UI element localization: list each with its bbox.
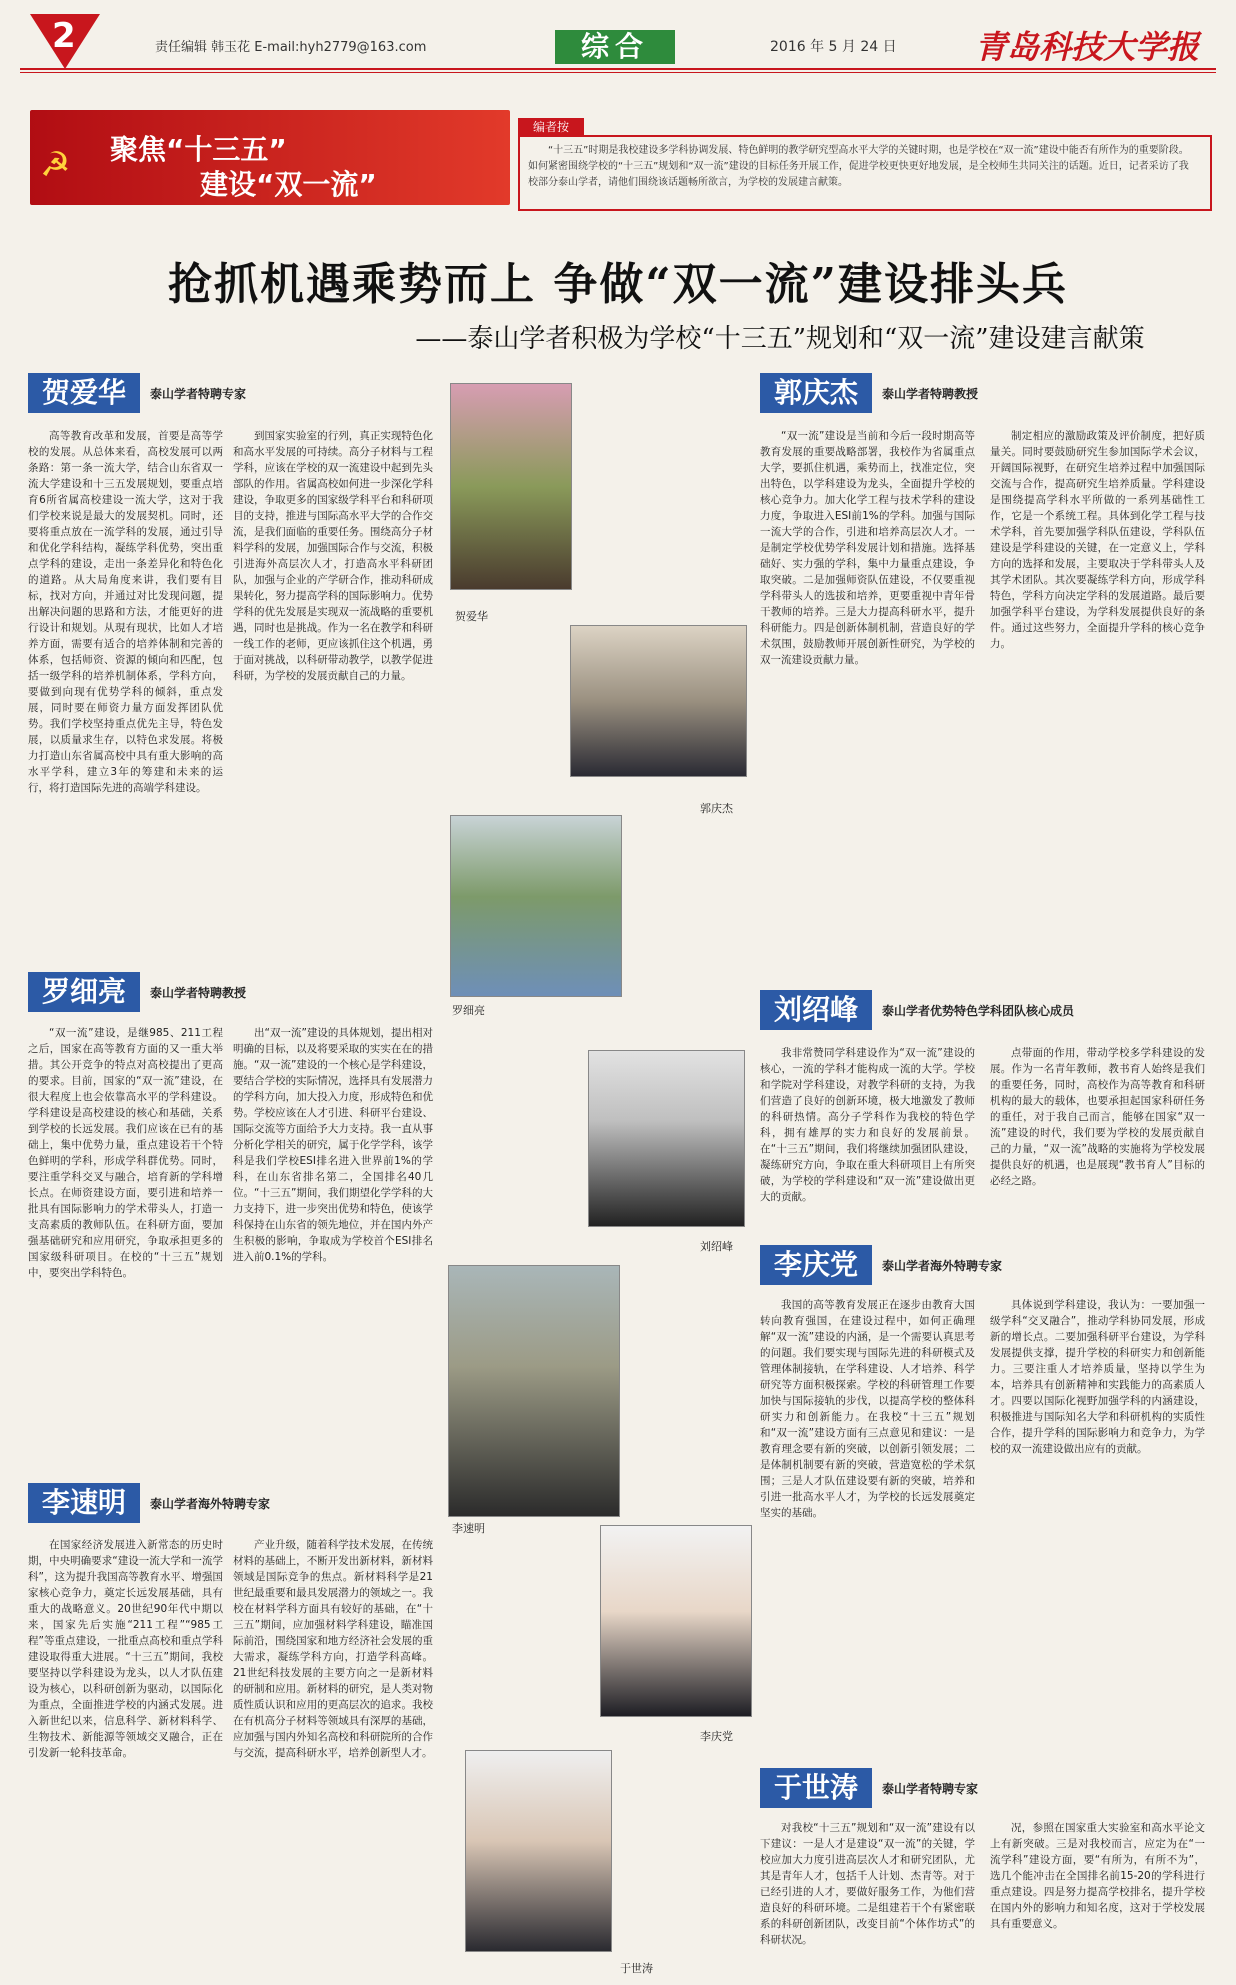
- person-role-he: 泰山学者特聘专家: [150, 387, 247, 401]
- photo-liu: [588, 1050, 745, 1227]
- photo-caption-guo: 郭庆杰: [700, 802, 733, 815]
- article-text-luo-2: 出“双一流”建设的具体规划，提出相对明确的目标，以及将要采取的实实在在的措施。“双一流”建设的一个核心是学科建设，要结合学校的实际情况，选择具有发展潜力的学科方向，加大投入力度，形成特色和优势。学校应该在人才引进、科研平台建设、国际交流等方面给予大力支持。我一直从事分析化学相关的研究，属于化学学科，该学科是我们学校ESI排名进入世界前1%的学科，在山东省排名第二，全国排名40几位。“十三五”期间，我们期望化学学科的大力支持下，进一步突出优势和特色，使该学科保持在山东省的领先地位，并在国内外产生积极的影响，争取成为学校首个ESI排名进入前0.1%的学科。: [233, 1027, 433, 1263]
- article-text-yu-2: 况，参照在国家重大实验室和高水平论文上有新突破。三是对我校而言，应定为在“一流学科”建设方面，要“有所为，有所不为”，选几个能冲击在全国排名前15-20的学科进行重点建设。四是努力提高学校排名，提升学校在国内外的影响力和知名度，这对于学校发展具有重要意义。: [990, 1822, 1205, 1930]
- photo-luo: [450, 815, 622, 997]
- person-role-luo: 泰山学者特聘教授: [150, 986, 247, 1000]
- person-name-yu: 于世涛: [760, 1768, 872, 1808]
- article-text-he-1: 高等教育改革和发展，首要是高等学校的发展。从总体来看，高校发展可以两条路：第一条一流大学，结合山东省双一流大学建设和十三五发展规划，要重点培育6所省属高校建设一流大学，这对于我们学校来说是最大的发展契机。同时，还要将重点放在一流学科的发展，通过引导和优化学科结构，凝练学科优势，突出重点学科的建设，走出一条差异化和特色化的道路。从大局角度来讲，我们要有目标，找对方向，并通过对比发现问题，提出解决问题的思路和方法，才能更好的进行设计和规划。从現有现状，比如人才培养方面，需要有适合的培养体制和完善的体系，包括师资、资源的倾向和匹配，包括一级学科的培养机制体系，学科方向，要做到向现有优势学科的倾斜，重点发展，同时要在师资力量方面发挥团队优势。我们学校坚持重点优先主导，特色发展，以质量求生存，以特色求发展。将极力打造山东省属高校中具有重大影响的高水平学科，建立3年的筹建和未来的运行，将打造国际先进的高端学科建设。: [28, 430, 223, 794]
- person-name-li-qd: 李庆党: [760, 1245, 872, 1285]
- person-role-li-sm: 泰山学者海外特聘专家: [150, 1497, 271, 1511]
- banner-line-2: 建设“双一流”: [200, 168, 377, 201]
- article-text-liu-2: 点带面的作用，带动学校多学科建设的发展。作为一名青年教师，教书育人始终是我们的重要任务，同时，高校作为高等教育和科研机构的最大的载体，也要承担起国家科研任务的重任，对于我自己而言，能够在国家“双一流”建设的时代，我们要为学校的发展贡献自己的力量，“双一流”战略的实施将为学校发展提供良好的机遇，也是展现“教书育人”目标的必经之路。: [990, 1047, 1205, 1187]
- photo-guo: [570, 625, 747, 777]
- photo-yu: [465, 1750, 612, 1952]
- article-subtitle: ——泰山学者积极为学校“十三五”规划和“双一流”建设建言献策: [415, 324, 1145, 354]
- page-number: 2: [52, 16, 76, 56]
- banner-line-1: 聚焦“十三五”: [110, 133, 287, 166]
- party-emblem-icon: ☭: [40, 145, 71, 185]
- article-text-li-qd-2: 具体说到学科建设，我认为：一要加强一级学科“交叉融合”，推动学科协同发展，形成新的增长点。二要加强科研平台建设，为学科发展提供支撑，提升学校的科研实力和创新能力。三要注重人才培养质量，坚持以学生为本，培养具有创新精神和实践能力的高素质人才。四要以国际化视野加强学科的内涵建设，积极推进与国际知名大学和科研机构的实质性合作，提升学科的国际影响力和竞争力，为学校的双一流建设做出应有的贡献。: [990, 1299, 1205, 1455]
- person-name-li-sm: 李速明: [28, 1483, 140, 1523]
- article-text-li-sm-2: 产业升级，随着科学技术发展，在传统材料的基础上，不断开发出新材料，新材料领域是国际竞争的焦点。新材料科学是21世纪最重要和最具发展潜力的领域之一。我校在材料学科方面具有较好的基础，在“十三五”期间，应加强材料学科建设，瞄准国际前沿，围绕国家和地方经济社会发展的重大需求，凝练学科方向，打造学科高峰。21世纪科技发展的主要方向之一是新材料的研制和应用。新材料的研究，是人类对物质性质认识和应用的更高层次的追求。我校在有机高分子材料等领域具有深厚的基础，应加强与国内外知名高校和科研院所的合作与交流，提高科研水平，培养创新型人才。: [233, 1539, 433, 1759]
- photo-li-sm: [448, 1265, 620, 1517]
- person-name-luo: 罗细亮: [28, 972, 140, 1012]
- article-text-luo-1: “双一流”建设，是继985、211工程之后，国家在高等教育方面的又一重大举措。其公开竞争的特点对高校提出了更高的要求。目前，国家的“双一流”建设，在很大程度上也会依靠高水平的学科建设。学科建设是高校建设的核心和基础，关系到学校的长远发展。我们应该在已有的基础上，集中优势力量，重点建设若干个特色鲜明的学科，形成学科群优势。同时，要注重学科交叉与融合，培育新的学科增长点。在师资建设方面，要引进和培养一批具有国际影响力的学术带头人，打造一支高素质的教师队伍。在科研方面，要加强基础研究和应用研究，争取承担更多的国家级科研项目。在校的“十三五”规划中，要突出学科特色。: [28, 1027, 223, 1279]
- photo-caption-he: 贺爱华: [455, 610, 488, 623]
- photo-li-qd: [600, 1525, 752, 1717]
- article-text-guo-1: “双一流”建设是当前和今后一段时期高等教育发展的重要战略部署，我校作为省属重点大学，要抓住机遇，乘势而上，找准定位，突出特色，以学科建设为龙头，全面提升学校的核心竞争力。加大化学工程与技术学科的建设力度，争取进入ESI前1%的学科。加强与国际一流大学的合作，引进和培养高层次人才。一是制定学校优势学科发展计划和措施。选择基础好、实力强的学科，集中力量重点建设，争取突破。二是加强师资队伍建设，不仅要重视学科带头人的选拔和培养，更要重视中青年骨干教师的培养。三是大力提高科研水平，提升科研能力。四是创新体制机制，营造良好的学术氛围，鼓励教师开展创新性研究，为学校的双一流建设贡献力量。: [760, 430, 975, 666]
- person-role-li-qd: 泰山学者海外特聘专家: [882, 1259, 1003, 1273]
- section-label: 综合: [555, 30, 675, 64]
- person-name-he: 贺爱华: [28, 373, 140, 413]
- header-rule: [20, 68, 1216, 70]
- issue-date: 2016 年 5 月 24 日: [770, 39, 897, 55]
- person-role-guo: 泰山学者特聘教授: [882, 387, 979, 401]
- person-role-yu: 泰山学者特聘专家: [882, 1782, 979, 1796]
- photo-caption-yu: 于世涛: [620, 1962, 653, 1975]
- article-text-li-sm-1: 在国家经济发展进入新常态的历史时期，中央明确要求“建设一流大学和一流学科”，这为提升我国高等教育水平、增强国家核心竞争力，奠定长远发展基础，具有重大的战略意义。20世纪90年代中期以来，国家先后实施“211工程”“985工程”等重点建设，一批重点高校和重点学科建设取得重大进展。“十三五”期间，我校要坚持以学科建设为龙头，以人才队伍建设为核心，以科研创新为驱动，以国际化为重点，全面推进学校的内涵式发展。进入新世纪以来，信息科学、新材料科学、生物技术、新能源等领域交叉融合，正在引发新一轮科技革命。: [28, 1539, 223, 1759]
- person-name-liu: 刘绍峰: [760, 990, 872, 1030]
- photo-caption-luo: 罗细亮: [452, 1004, 485, 1017]
- header-rule-thin: [20, 72, 1216, 73]
- paper-name: 青岛科技大学报: [975, 28, 1200, 66]
- editor-note-text: “十三五”时期是我校建设多学科协调发展、特色鲜明的教学研究型高水平大学的关键时期，也是学校在“双一流”建设中能否有所作为的重要阶段。如何紧密围绕学校的“十三五”规划和“双一流”建设的目标任务开展工作，促进学校更快更好地发展，是全校师生共同关注的话题。近日，记者采访了我校部分泰山学者，请他们围绕该话题畅所欲言，为学校的发展建言献策。: [528, 145, 1189, 188]
- article-text-guo-2: 制定相应的激励政策及评价制度，把好质量关。同时要鼓励研究生参加国际学术会议，开阔国际视野，在研究生培养过程中加强国际交流与合作，提高研究生培养质量。学科建设是围绕提高学科水平所做的一系列基础性工作，它是一个系统工程。具体到化学工程与技术学科，首先要加强学科队伍建设，学科队伍建设是学科建设的关键，在一定意义上，学科方向的选择和发展，主要取决于学科带头人及其学术团队。其次要凝练学科方向，形成学科特色，学科方向决定学科的发展道路。最后要加强学科平台建设，为学科发展提供良好的条件。通过这些努力，全面提升学科的核心竞争力。: [990, 430, 1205, 650]
- article-text-liu-1: 我非常赞同学科建设作为“双一流”建设的核心，一流的学科才能构成一流的大学。学校和学院对学科建设，对教学科研的支持，为我们营造了良好的创新环境，极大地激发了教师的科研热情。高分子学科作为我校的特色学科，拥有雄厚的实力和良好的发展前景。在“十三五”期间，我们将继续加强团队建设，凝练研究方向，争取在重大科研项目上有所突破，为学校的学科建设和“双一流”建设做出更大的贡献。: [760, 1047, 975, 1203]
- article-text-he-2: 到国家实验室的行列，真正实现特色化和高水平发展的可持续。高分子材料与工程学科，应该在学校的双一流建设中起到先头部队的作用。省属高校如何进一步深化学科建设，争取更多的国家级学科平台和科研项目的支持，推进与国际高水平大学的合作交流，是我们面临的重要任务。围绕高分子材料学科的发展，加强国际合作与交流，积极引进海外高层次人才，打造高水平科研团队，加强与企业的产学研合作，推动科研成果转化，努力提高学科的国际影响力。优势学科的优先发展是实现双一流战略的重要机遇，同时也是挑战。作为一名在教学和科研一线工作的老师，更应该抓住这个机遇，勇于面对挑战，以科研带动教学，以教学促进科研，为学校的发展贡献自己的力量。: [233, 430, 433, 682]
- article-text-yu-1: 对我校“十三五”规划和“双一流”建设有以下建议：一是人才是建设“双一流”的关键，学校应加大力度引进高层次人才和研究团队，尤其是青年人才，包括千人计划、杰青等。对于已经引进的人才，要做好服务工作，为他们营造良好的科研环境。二是组建若干个有紧密联系的科研创新团队，改变目前“个体作坊式”的科研状况。: [760, 1822, 975, 1946]
- article-text-li-qd-1: 我国的高等教育发展正在逐步由教育大国转向教育强国，在建设过程中，如何正确理解“双一流”建设的内涵，是一个需要认真思考的问题。我们要实现与国际先进的科研模式及管理体制接轨，在学科建设、人才培养、科学研究等方面积极探索。学校的科研管理工作要加快与国际接轨的步伐，以提高学校的整体科研实力和创新能力。在我校“十三五”规划和“双一流”建设方面有三点意见和建议：一是教育理念要有新的突破，以创新引领发展；二是体制机制要有新的突破，营造宽松的学术氛围；三是人才队伍建设要有新的突破，培养和引进一批高水平人才，为学校的长远发展奠定坚实的基础。: [760, 1299, 975, 1519]
- person-role-liu: 泰山学者优势特色学科团队核心成员: [882, 1004, 1075, 1018]
- photo-caption-li-sm: 李速明: [452, 1522, 485, 1535]
- person-name-guo: 郭庆杰: [760, 373, 872, 413]
- editor-note-tag: 编者按: [518, 118, 584, 136]
- photo-caption-liu: 刘绍峰: [700, 1240, 733, 1253]
- photo-caption-li-qd: 李庆党: [700, 1730, 733, 1743]
- article-title: 抢抓机遇乘势而上 争做“双一流”建设排头兵: [168, 259, 1068, 310]
- photo-he: [450, 383, 572, 590]
- editor-info: 责任编辑 韩玉花 E-mail:hyh2779@163.com: [155, 40, 427, 55]
